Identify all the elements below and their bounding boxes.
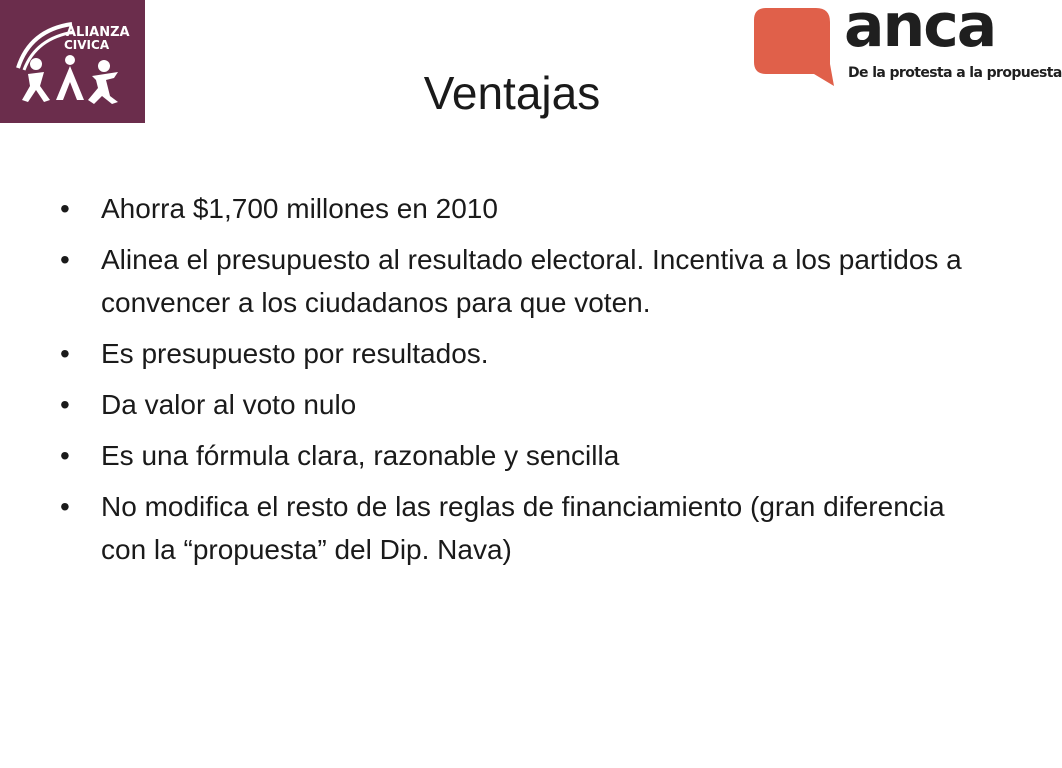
list-item xyxy=(60,383,980,426)
anca-tagline: De la protesta a la propuesta xyxy=(848,65,1062,81)
bullet-text: Es una fórmula clara, razonable y sencilla xyxy=(101,440,620,471)
bullet-text: Es presupuesto por resultados. xyxy=(101,338,489,369)
bullet-text: Alinea el presupuesto al resultado electoral. Incentiva a los partidos a convencer a los ciudadanos para que voten. xyxy=(101,244,962,318)
list-item xyxy=(60,332,980,375)
bullet-icon: • xyxy=(60,491,70,522)
bullet-icon: • xyxy=(60,440,70,471)
bullet-icon: • xyxy=(60,338,70,369)
list-item xyxy=(60,238,980,324)
bullet-text: No modifica el resto de las reglas de financiamiento (gran diferencia con la “propuesta” del Dip. Nava) xyxy=(101,491,945,565)
bullet-text: Da valor al voto nulo xyxy=(101,389,357,420)
bullet-text: Ahorra $1,700 millones en 2010 xyxy=(101,193,498,224)
slide-title: Ventajas xyxy=(423,67,601,119)
bullet-list xyxy=(60,187,980,579)
svg-text:CIVICA: CIVICA xyxy=(64,38,110,52)
anca-wordmark: anca xyxy=(844,0,996,61)
bullet-icon: • xyxy=(60,193,70,224)
svg-text:ALIANZA: ALIANZA xyxy=(66,25,130,40)
list-item xyxy=(60,187,980,230)
bullet-icon: • xyxy=(60,389,70,420)
bullet-icon: • xyxy=(60,244,70,275)
list-item xyxy=(60,434,980,477)
list-item xyxy=(60,485,980,571)
